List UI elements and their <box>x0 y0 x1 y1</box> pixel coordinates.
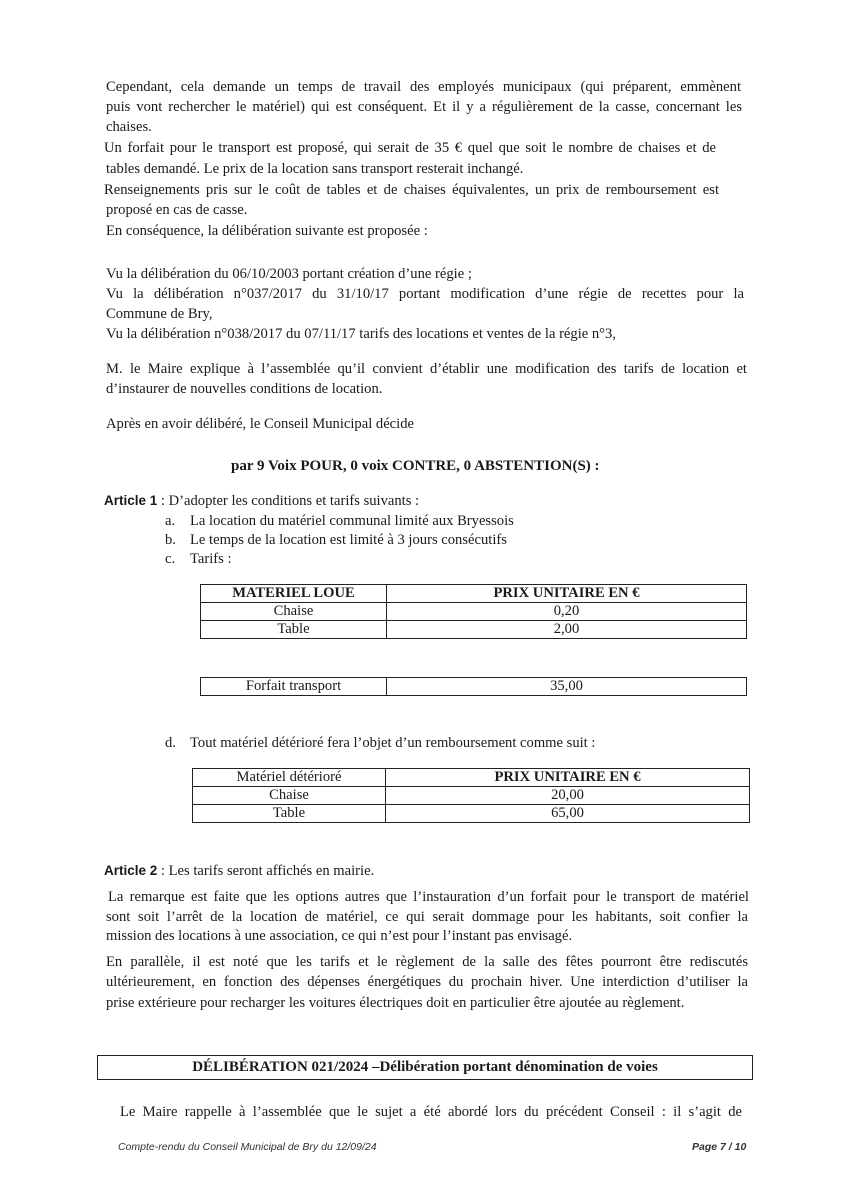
table-cell: 35,00 <box>387 678 747 696</box>
vu-line: Commune de Bry, <box>106 306 213 322</box>
table-row <box>193 805 750 823</box>
article-2-text: : Les tarifs seront affichés en mairie. <box>157 863 375 879</box>
list-item <box>165 549 232 569</box>
deliberation-title: DÉLIBÉRATION 021/2024 –Délibération portant dénomination de voies <box>192 1059 658 1075</box>
vu-line: Vu la délibération du 06/10/2003 portant création d’une régie ; <box>106 266 472 282</box>
deliberation-title-box <box>97 1055 753 1080</box>
maire-line: M. le Maire explique à l’assemblée qu’il convient d’établir une modification des tarifs de location et <box>106 361 747 377</box>
intro-line: proposé en cas de casse. <box>106 202 248 218</box>
table-cell: 20,00 <box>386 787 750 805</box>
remarque-line: mission des locations à une association, ce qui n’est pour l’instant pas envisagé. <box>106 928 573 944</box>
list-item-text: Tout matériel détérioré fera l’objet d’un remboursement comme suit : <box>190 735 596 751</box>
table-cell: 65,00 <box>386 805 750 823</box>
vu-line: Vu la délibération n°037/2017 du 31/10/17 portant modification d’une régie de recettes pour la <box>106 286 744 302</box>
intro-line: Cependant, cela demande un temps de travail des employés municipaux (qui préparent, emmènent <box>106 79 741 95</box>
page-number: Page 7 / 10 <box>692 1141 747 1153</box>
parallele-line: ultérieurement, en fonction des dépenses énergétiques du prochain hiver. Une interdiction d’utiliser la <box>106 974 748 990</box>
table-row <box>193 787 750 805</box>
table-row <box>201 621 747 639</box>
last-line: Le Maire rappelle à l’assemblée que le sujet a été abordé lors du précédent Conseil : il s’agit de <box>120 1104 742 1120</box>
intro-line: Renseignements pris sur le coût de tables et de chaises équivalentes, un prix de remboursement est <box>104 182 719 198</box>
remarque-line: La remarque est faite que les options autres que l’instauration d’un forfait pour le transport de matériel <box>108 889 749 905</box>
article-2-heading <box>104 861 374 881</box>
list-item-text: La location du matériel communal limité aux Bryessois <box>190 513 514 529</box>
table-cell: Chaise <box>201 603 387 621</box>
intro-line: En conséquence, la délibération suivante est proposée : <box>106 223 428 239</box>
table-cell: 2,00 <box>387 621 747 639</box>
article-1-label: Article 1 <box>104 493 158 508</box>
article-1-text: : D’adopter les conditions et tarifs suivants : <box>157 493 420 509</box>
table-cell: Chaise <box>193 787 386 805</box>
vote-result: par 9 Voix POUR, 0 voix CONTRE, 0 ABSTENTION(S) : <box>231 458 600 474</box>
intro-line: tables demandé. Le prix de la location sans transport resterait inchangé. <box>106 161 524 177</box>
vu-line: Vu la délibération n°038/2017 du 07/11/17 tarifs des locations et ventes de la régie n°3, <box>106 326 616 342</box>
forfait-table <box>200 677 747 696</box>
apres-deliberation-text: Après en avoir délibéré, le Conseil Municipal décide <box>106 416 414 432</box>
list-item-letter: c. <box>165 551 176 567</box>
list-item-letter: b. <box>165 532 176 548</box>
table-cell: 0,20 <box>387 603 747 621</box>
table-header-cell: PRIX UNITAIRE EN € <box>387 585 747 603</box>
intro-line: puis vont rechercher le matériel) qui est conséquent. Et il y a régulièrement de la casse, concernant les <box>106 99 742 115</box>
table-cell: Table <box>201 621 387 639</box>
table-row <box>201 603 747 621</box>
remboursement-table <box>192 768 750 823</box>
table-cell: Table <box>193 805 386 823</box>
list-item <box>165 511 514 531</box>
intro-line: chaises. <box>106 119 152 135</box>
maire-line: d’instaurer de nouvelles conditions de location. <box>106 381 383 397</box>
table-header-cell: PRIX UNITAIRE EN € <box>386 769 750 787</box>
tarifs-table <box>200 584 747 639</box>
parallele-line: prise extérieure pour recharger les voitures électriques doit en particulier être ajoutée au règlement. <box>106 995 685 1011</box>
table-header-row <box>193 769 750 787</box>
table-header-cell: MATERIEL LOUE <box>201 585 387 603</box>
table-header-cell: Matériel détérioré <box>193 769 386 787</box>
footer-left: Compte-rendu du Conseil Municipal de Bry du 12/09/24 <box>118 1141 377 1153</box>
article-1-heading <box>104 491 419 511</box>
remarque-line: sont soit l’arrêt de la location de matériel, ce qui serait dommage pour les habitants, soit confier la <box>106 909 748 925</box>
table-header-row <box>201 585 747 603</box>
list-item <box>165 530 507 550</box>
intro-line: Un forfait pour le transport est proposé, qui serait de 35 € quel que soit le nombre de chaises et de <box>104 140 716 156</box>
list-item-letter: d. <box>165 735 176 751</box>
list-item-letter: a. <box>165 513 176 529</box>
table-row <box>201 678 747 696</box>
article-2-label: Article 2 <box>104 863 158 878</box>
table-cell: Forfait transport <box>201 678 387 696</box>
parallele-line: En parallèle, il est noté que les tarifs et le règlement de la salle des fêtes pourront être rediscutés <box>106 954 748 970</box>
list-item <box>165 733 596 753</box>
list-item-text: Le temps de la location est limité à 3 jours consécutifs <box>190 532 507 548</box>
list-item-text: Tarifs : <box>190 551 232 567</box>
